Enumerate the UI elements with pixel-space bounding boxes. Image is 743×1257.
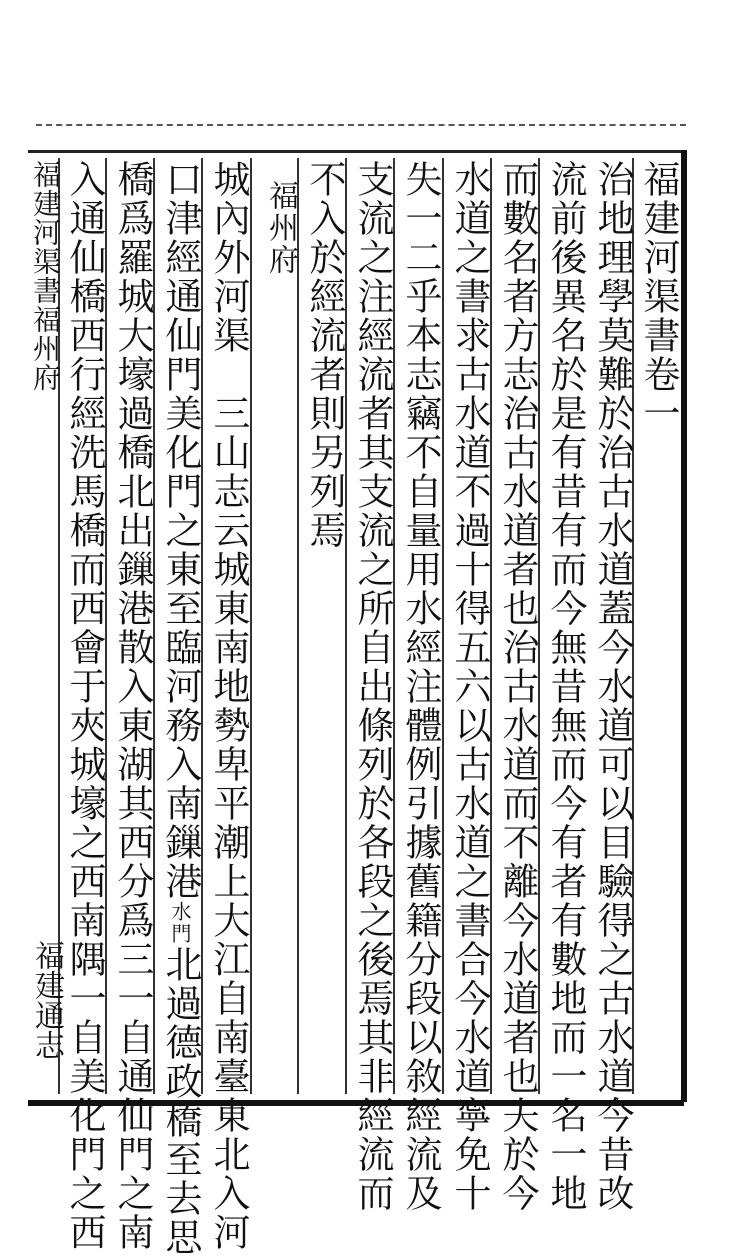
column-text-1: 治地理學莫難於治古水道蓋今水道可以目驗得之古水道今昔改 — [591, 160, 634, 1213]
column-prefecture-heading: 福州府 — [263, 180, 298, 276]
column-text-10-main: 口津經通仙門美化門之東至臨河務入南鏁港 — [159, 160, 202, 901]
top-rule — [36, 124, 686, 126]
column-text-6: 支流之注經流者其支流之所自出條列於各段之後焉其非經流而 — [351, 160, 394, 1213]
margin-book-title: 福建河渠書 — [29, 160, 62, 305]
frame-right-border — [681, 150, 687, 1102]
column-text-7: 不入於經流者則另列焉 — [303, 160, 346, 550]
column-text-10 — [158, 160, 202, 1257]
margin-footer: 福建通志 — [29, 940, 64, 1060]
column-text-2: 流前後異名於是有昔有而今無昔無而今有者有數地而一名一地 — [544, 160, 587, 1213]
margin-title — [30, 160, 60, 392]
column-text-4: 水道之書求古水道不過十得五六以古水道之書合今水道寧免十 — [448, 160, 491, 1213]
margin-section: 福州府 — [29, 305, 62, 392]
column-book-title: 福建河渠書卷一 — [637, 160, 680, 433]
column-text-11: 橋爲羅城大壕過橋北出鏁港散入東湖其西分爲三一自通仙門之南 — [111, 160, 154, 1252]
column-text-9: 城內外河渠 三山志云城東南地勢卑平潮上大江自南臺東北入河 — [207, 160, 250, 1252]
column-text-10-tail: 北過德政橋至去思 — [159, 945, 202, 1257]
inline-note: 水門 — [168, 901, 192, 945]
column-rule — [250, 158, 252, 1094]
column-rule — [442, 158, 444, 1094]
column-text-3: 而數名者方志治古水道者也治古水道而不離今水道者也夫於今 — [496, 160, 539, 1213]
column-text-5: 失一二乎本志竊不自量用水經注體例引據舊籍分段以敘經流及 — [399, 160, 442, 1213]
column-text-12: 入通仙橋西行經洗馬橋而西會于夾城壕之西南隅一自美化門之西 — [63, 160, 106, 1252]
